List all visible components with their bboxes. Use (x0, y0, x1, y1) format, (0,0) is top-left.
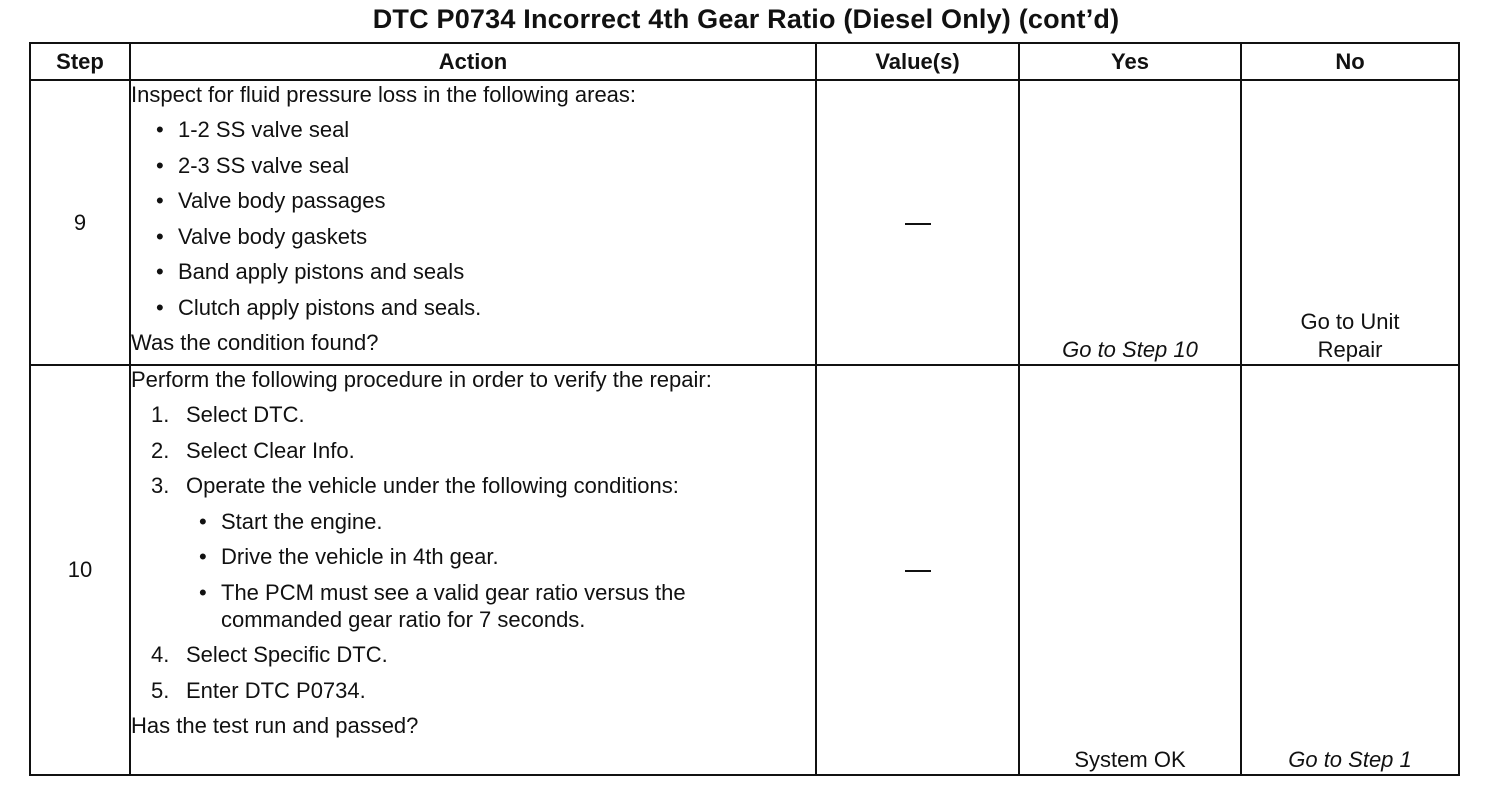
header-values: Value(s) (816, 43, 1019, 80)
header-yes: Yes (1019, 43, 1241, 80)
numbered-item (151, 437, 815, 464)
bullet-item: • Start the engine. (196, 508, 815, 535)
value-dash (905, 223, 931, 225)
value-dash (905, 570, 931, 572)
numbered-item (151, 472, 815, 633)
action-question: Was the condition found? (131, 330, 379, 355)
item-text: Operate the vehicle under the following conditions: (186, 473, 679, 498)
item-number: 4. (151, 642, 170, 667)
numbered-item (151, 641, 815, 668)
item-number: 3. (151, 473, 170, 498)
bullet-item: • The PCM must see a valid gear ratio versus the commanded gear ratio for 7 seconds. (196, 579, 815, 633)
table-row-step-10 (30, 365, 1459, 775)
header-action: Action (130, 43, 816, 80)
header-no: No (1241, 43, 1459, 80)
table-row-step-9 (30, 80, 1459, 365)
numbered-list (131, 401, 815, 704)
bullet-item: • Valve body passages (153, 187, 815, 214)
no-line: Repair (1317, 337, 1383, 362)
numbered-item (151, 677, 815, 704)
bullet-item: • 2-3 SS valve seal (153, 152, 815, 179)
action-cell (130, 80, 816, 365)
header-step: Step (30, 43, 130, 80)
bullet-list (131, 116, 815, 321)
step-number: 9 (30, 80, 130, 365)
bullet-item: • Valve body gaskets (153, 223, 815, 250)
item-text: Enter DTC P0734. (186, 677, 366, 703)
step-number: 10 (30, 365, 130, 775)
no-cell (1241, 80, 1459, 365)
item-number: 2. (151, 437, 170, 463)
action-intro: Inspect for fluid pressure loss in the following areas: (131, 82, 637, 107)
item-text: Select Clear Info. (186, 437, 355, 463)
value-cell (816, 80, 1019, 365)
page-title: DTC P0734 Incorrect 4th Gear Ratio (Diesel Only) (cont’d) (372, 4, 1120, 34)
bullet-item: • Drive the vehicle in 4th gear. (196, 543, 815, 570)
no-cell: Go to Step 1 (1241, 365, 1459, 775)
bullet-list (151, 508, 815, 633)
bullet-item: • Clutch apply pistons and seals. (153, 294, 815, 321)
action-cell (130, 365, 816, 775)
value-cell (816, 365, 1019, 775)
no-line: Go to Unit (1300, 309, 1400, 334)
item-number: 1. (151, 402, 170, 427)
action-question: Has the test run and passed? (131, 713, 419, 738)
item-text: Select Specific DTC. (186, 642, 388, 667)
item-text: Select DTC. (186, 402, 305, 427)
header-row (30, 43, 1459, 80)
numbered-item (151, 401, 815, 428)
action-intro: Perform the following procedure in order to verify the repair: (131, 367, 712, 392)
item-number: 5. (151, 677, 170, 703)
bullet-item: • Band apply pistons and seals (153, 258, 815, 285)
bullet-item: • 1-2 SS valve seal (153, 116, 815, 143)
yes-cell: System OK (1019, 365, 1241, 775)
diagnostic-table (29, 42, 1460, 776)
yes-cell: Go to Step 10 (1019, 80, 1241, 365)
